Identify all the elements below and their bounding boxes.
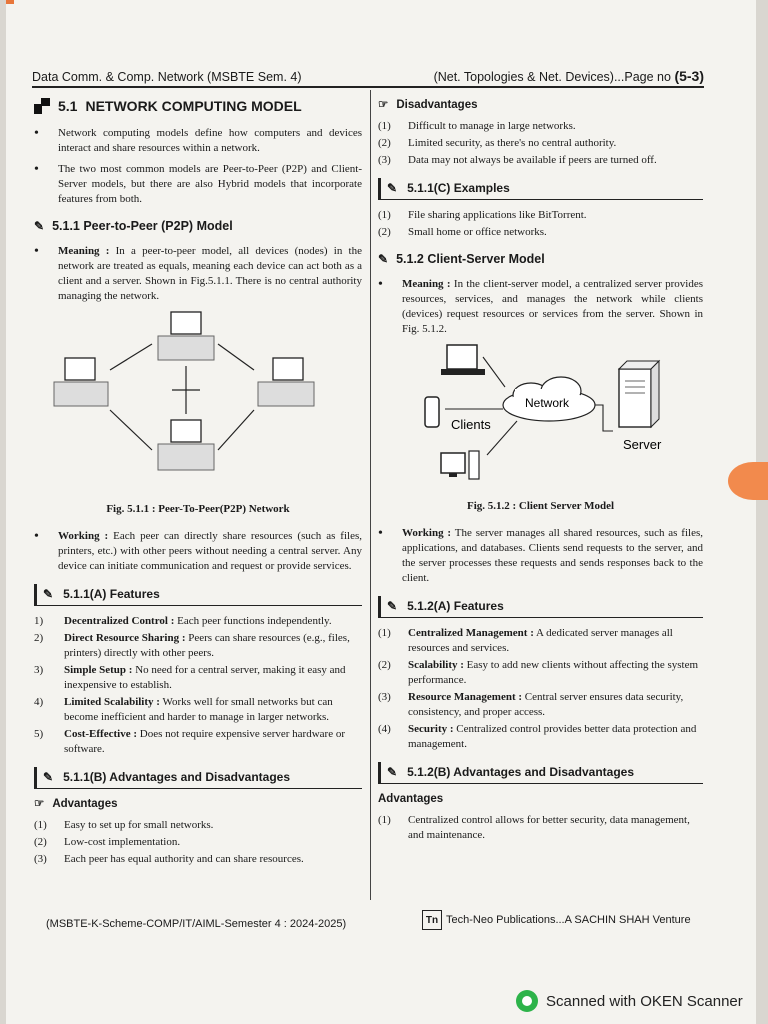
list-item [34, 818, 362, 833]
item-number: (2) [378, 137, 391, 149]
disadvantages-heading [378, 98, 703, 113]
pointing-hand-icon: ☞ [34, 798, 45, 810]
item-number: 3) [34, 664, 44, 676]
publisher-logo-icon: Tn [422, 910, 442, 930]
item-number: 5) [34, 728, 44, 740]
pen-icon: ✎ [387, 599, 398, 613]
item-number: 1) [34, 615, 44, 627]
examples-heading [378, 178, 703, 200]
pen-icon: ✎ [378, 252, 389, 266]
p2p-meaning-paragraph [58, 244, 362, 304]
section-number: 5.1 [58, 97, 78, 114]
list-item [378, 119, 703, 134]
footer-publisher [422, 910, 691, 930]
item-text: Data may not always be available if peers are turned off. [408, 154, 657, 166]
advantages-heading [34, 797, 362, 812]
cs-heading-text: 5.1.2 Client-Server Model [396, 252, 545, 266]
examples-list [378, 208, 703, 240]
item-number: (1) [34, 819, 47, 831]
item-number: (2) [378, 226, 391, 238]
item-body [408, 722, 703, 752]
list-item [34, 852, 362, 867]
cs-working-paragraph [402, 526, 703, 586]
p2p-working-paragraph [58, 529, 362, 574]
p2p-meaning-text: In a peer-to-peer model, all devices (nodes) in the network are treated as equals, meaning each device can act both as a client and a server. Shown in Fig.5.1.1. There is no central authority managing the network. [58, 245, 362, 302]
cs-advantages-list [378, 813, 703, 843]
clients-label: Clients [450, 417, 491, 432]
item-text: Difficult to manage in large networks. [408, 120, 576, 132]
p2p-meaning [34, 244, 362, 304]
list-item [34, 631, 362, 661]
item-number: (3) [378, 154, 391, 166]
p2p-heading-text: 5.1.1 Peer-to-Peer (P2P) Model [52, 219, 233, 233]
list-item [378, 722, 703, 752]
item-text: Does not require expensive server hardware or software. [64, 728, 345, 755]
list-item [378, 813, 703, 843]
p2p-advdis-heading [34, 767, 362, 789]
item-number: (4) [378, 723, 391, 735]
p2p-heading [34, 219, 362, 234]
header-left: Data Comm. & Comp. Network (MSBTE Sem. 4) [32, 70, 302, 84]
laptop-client [441, 345, 485, 375]
document-page [6, 0, 756, 1024]
p2p-working-text: Each peer can directly share resources (such as files, printers, etc.) with other peers without needing a central server. Any device can initiate communication and request or provide services. [58, 530, 362, 572]
p2p-features-heading [34, 584, 362, 606]
p2p-caption: Fig. 5.1.1 : Peer-To-Peer(P2P) Network [106, 503, 290, 515]
intro-text-2: The two most common models are Peer-to-Peer (P2P) and Client-Server models, but there are also Hybrid models that incorporate features from both. [58, 163, 362, 205]
cs-working-text: The server manages all shared resources, such as files, applications, and databases. Clients send requests to the server, and the server processes these requests and sends responses back to the client. [402, 527, 703, 584]
item-label: Limited Scalability : [64, 696, 160, 708]
item-label: Cost-Effective : [64, 728, 137, 740]
list-item [378, 225, 703, 240]
scanner-logo-icon [516, 990, 538, 1012]
column-divider [370, 90, 371, 900]
p2p-advdis-heading-text: 5.1.1(B) Advantages and Disadvantages [63, 770, 291, 784]
list-item [378, 208, 703, 223]
item-text: Each peer functions independently. [177, 615, 332, 627]
pen-icon: ✎ [43, 587, 54, 601]
list-item [34, 614, 362, 629]
item-label: Simple Setup : [64, 664, 133, 676]
server-label: Server [622, 437, 661, 452]
page-header [32, 64, 704, 88]
cs-heading [378, 252, 703, 267]
scanner-text: Scanned with OKEN Scanner [546, 992, 743, 1010]
item-label: Centralized Management : [408, 627, 534, 639]
item-body [408, 690, 703, 720]
item-label: Scalability : [408, 659, 464, 671]
item-label: Decentralized Control : [64, 615, 175, 627]
item-number: (2) [378, 659, 391, 671]
item-text: File sharing applications like BitTorrent. [408, 209, 587, 221]
disadvantages-title: Disadvantages [396, 99, 478, 111]
meaning-label: Meaning : [402, 278, 451, 290]
intro-bullet [34, 126, 362, 156]
p2p-features-list [34, 614, 362, 757]
item-body [64, 727, 362, 757]
corner-mark [6, 0, 14, 4]
header-right [434, 68, 704, 84]
p2p-diagram [48, 310, 348, 496]
peer-top [158, 312, 214, 360]
item-text: Centralized control allows for better security, data management, and maintenance. [408, 814, 690, 841]
p2p-features-heading-text: 5.1.1(A) Features [63, 587, 160, 601]
bullet-icon: • [378, 526, 383, 541]
header-topic: (Net. Topologies & Net. Devices)...Page no [433, 70, 671, 84]
cs-advantages-title: Advantages [378, 793, 444, 805]
item-number: (2) [34, 836, 47, 848]
cs-advdis-heading [378, 762, 703, 784]
item-number: (3) [34, 853, 47, 865]
cs-caption: Fig. 5.1.2 : Client Server Model [466, 500, 615, 512]
desktop-client [441, 451, 479, 479]
list-item [378, 626, 703, 656]
pen-icon: ✎ [387, 765, 398, 779]
scanner-watermark [516, 990, 743, 1012]
cs-working [378, 526, 703, 586]
list-item [378, 153, 703, 168]
server-icon [619, 361, 659, 427]
section-icon [34, 98, 50, 114]
cs-features-heading-text: 5.1.2(A) Features [407, 599, 504, 613]
peer-right [258, 358, 314, 406]
cs-advdis-heading-text: 5.1.2(B) Advantages and Disadvantages [407, 765, 635, 779]
p2p-working [34, 529, 362, 574]
publisher-name: Tech-Neo Publications...A SACHIN SHAH Venture [446, 914, 691, 926]
item-number: (1) [378, 627, 391, 639]
item-text: A dedicated server manages all resources and services. [408, 627, 673, 654]
p2p-advantages-list [34, 818, 362, 867]
list-item [378, 690, 703, 720]
advantages-title: Advantages [52, 798, 118, 810]
item-number: (1) [378, 120, 391, 132]
item-text: Small home or office networks. [408, 226, 547, 238]
cs-meaning-paragraph [402, 277, 703, 337]
item-text: Easy to set up for small networks. [64, 819, 214, 831]
item-body [64, 695, 362, 725]
right-column [378, 96, 703, 845]
item-body [64, 631, 362, 661]
phone-client [425, 397, 439, 427]
list-item [378, 136, 703, 151]
network-cloud-icon [503, 377, 595, 421]
intro-bullet [34, 162, 362, 207]
examples-heading-text: 5.1.1(C) Examples [407, 181, 510, 195]
working-label: Working : [402, 527, 452, 539]
pointing-hand-icon: ☞ [378, 99, 389, 111]
item-text: Each peer has equal authority and can share resources. [64, 853, 304, 865]
item-text: No need for a central server, making it easy and inexpensive to establish. [64, 664, 346, 691]
bullet-icon: • [34, 244, 39, 259]
bullet-icon: • [34, 162, 39, 177]
left-column [34, 96, 362, 869]
intro-text-1: Network computing models define how computers and devices interact and share resources within a network. [58, 127, 362, 154]
list-item [34, 727, 362, 757]
item-body [64, 614, 332, 629]
bullet-icon: • [34, 529, 39, 544]
bullet-icon: • [34, 126, 39, 141]
item-body [64, 663, 362, 693]
pen-icon: ✎ [34, 219, 45, 233]
item-number: 4) [34, 696, 44, 708]
item-text: Central server ensures data security, consistency, and proper access. [408, 691, 684, 718]
item-text: Easy to add new clients without affecting the system performance. [408, 659, 699, 686]
list-item [378, 658, 703, 688]
list-item [34, 835, 362, 850]
item-text: Peers can share resources (e.g., files, printers) directly with other peers. [64, 632, 350, 659]
cs-meaning-text: In the client-server model, a centralized server provides resources, services, and manages the network while clients (devices) request resources or services from the server. Shown in Fig. 5.1.2. [402, 278, 703, 335]
working-label: Working : [58, 530, 109, 542]
item-number: (3) [378, 691, 391, 703]
peer-left [54, 358, 108, 406]
item-text: Works well for small networks but can become inefficient and harder to manage in larger networks. [64, 696, 333, 723]
pen-icon: ✎ [387, 181, 398, 195]
item-label: Direct Resource Sharing : [64, 632, 186, 644]
item-number: (1) [378, 814, 391, 826]
list-item [34, 695, 362, 725]
page-number: (5-3) [674, 68, 704, 84]
item-number: (1) [378, 209, 391, 221]
network-label: Network [524, 396, 569, 410]
cs-features-heading [378, 596, 703, 618]
section-title: NETWORK COMPUTING MODEL [85, 97, 302, 114]
meaning-label: Meaning : [58, 245, 110, 257]
footer-edition: (MSBTE-K-Scheme-COMP/IT/AIML-Semester 4 : 2024-2025) [46, 918, 347, 930]
peer-bottom [158, 420, 214, 470]
item-text: Limited security, as there's no central authority. [408, 137, 617, 149]
item-body [408, 658, 703, 688]
item-number: 2) [34, 632, 44, 644]
list-item [34, 663, 362, 693]
section-heading [34, 98, 362, 114]
item-text: Centralized control provides better data protection and management. [408, 723, 697, 750]
client-server-diagram [391, 343, 691, 493]
item-label: Security : [408, 723, 454, 735]
cs-meaning [378, 277, 703, 337]
pen-icon: ✎ [43, 770, 54, 784]
item-label: Resource Management : [408, 691, 523, 703]
item-text: Low-cost implementation. [64, 836, 181, 848]
p2p-disadvantages-list [378, 119, 703, 168]
cs-advantages-heading [378, 792, 703, 807]
item-body [408, 626, 703, 656]
bullet-icon: • [378, 277, 383, 292]
cs-features-list [378, 626, 703, 752]
